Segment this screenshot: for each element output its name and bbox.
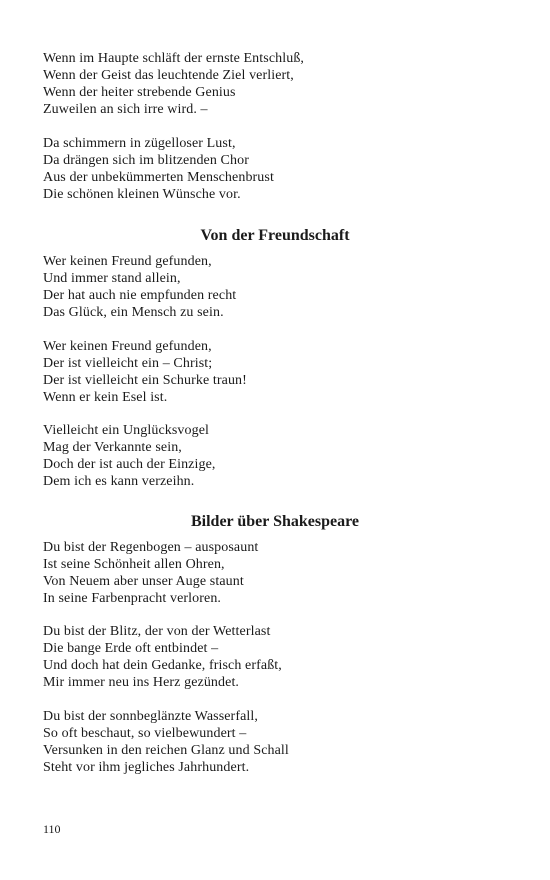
verse-line: Die schönen kleinen Wünsche vor. xyxy=(43,187,241,202)
verse-line: Wenn im Haupte schläft der ernste Entschluß, xyxy=(43,51,305,66)
verse-line: Wer keinen Freund gefunden, xyxy=(43,339,212,354)
verse-line: Du bist der Regenbogen – ausposaunt xyxy=(43,540,259,555)
verse-line: So oft beschaut, so vielbewundert – xyxy=(43,726,247,741)
verse-line: Du bist der sonnbeglänzte Wasserfall, xyxy=(43,709,258,724)
verse-line: Zuweilen an sich irre wird. – xyxy=(43,102,208,117)
verse-line: Ist seine Schönheit allen Ohren, xyxy=(43,557,225,572)
verse-line: Das Glück, ein Mensch zu sein. xyxy=(43,305,224,320)
verse-line: Mir immer neu ins Herz gezündet. xyxy=(43,675,240,690)
verse-line: Wenn der Geist das leuchtende Ziel verliert, xyxy=(43,68,294,83)
poem-title: Bilder über Shakespeare xyxy=(190,513,360,530)
verse-line: Versunken in den reichen Glanz und Schall xyxy=(43,743,289,758)
verse-line: Von Neuem aber unser Auge staunt xyxy=(43,574,244,589)
verse-line: Und doch hat dein Gedanke, frisch erfaßt, xyxy=(43,658,282,673)
verse-line: Der hat auch nie empfunden recht xyxy=(43,288,237,303)
verse-line: Aus der unbekümmerten Menschenbrust xyxy=(43,170,274,185)
verse-line: In seine Farbenpracht verloren. xyxy=(43,591,222,606)
verse-line: Und immer stand allein, xyxy=(43,271,181,286)
verse-line: Da drängen sich im blitzenden Chor xyxy=(43,153,249,168)
verse-line: Wenn der heiter strebende Genius xyxy=(43,85,236,100)
verse-line: Die bange Erde oft entbindet – xyxy=(43,641,219,656)
verse-line: Der ist vielleicht ein Schurke traun! xyxy=(43,373,247,388)
verse-line: Wer keinen Freund gefunden, xyxy=(43,254,212,269)
verse-line: Vielleicht ein Unglücksvogel xyxy=(43,423,210,438)
verse-line: Steht vor ihm jegliches Jahrhundert. xyxy=(43,760,250,775)
verse-line: Du bist der Blitz, der von der Wetterlast xyxy=(43,624,271,639)
verse-line: Wenn er kein Esel ist. xyxy=(43,390,168,405)
page-number: 110 xyxy=(43,822,61,836)
verse-line: Da schimmern in zügelloser Lust, xyxy=(43,136,236,151)
verse-line: Doch der ist auch der Einzige, xyxy=(43,457,216,472)
poem-title: Von der Freundschaft xyxy=(200,227,350,244)
verse-line: Mag der Verkannte sein, xyxy=(43,440,182,455)
verse-line: Dem ich es kann verzeihn. xyxy=(43,474,195,489)
verse-line: Der ist vielleicht ein – Christ; xyxy=(43,356,213,371)
